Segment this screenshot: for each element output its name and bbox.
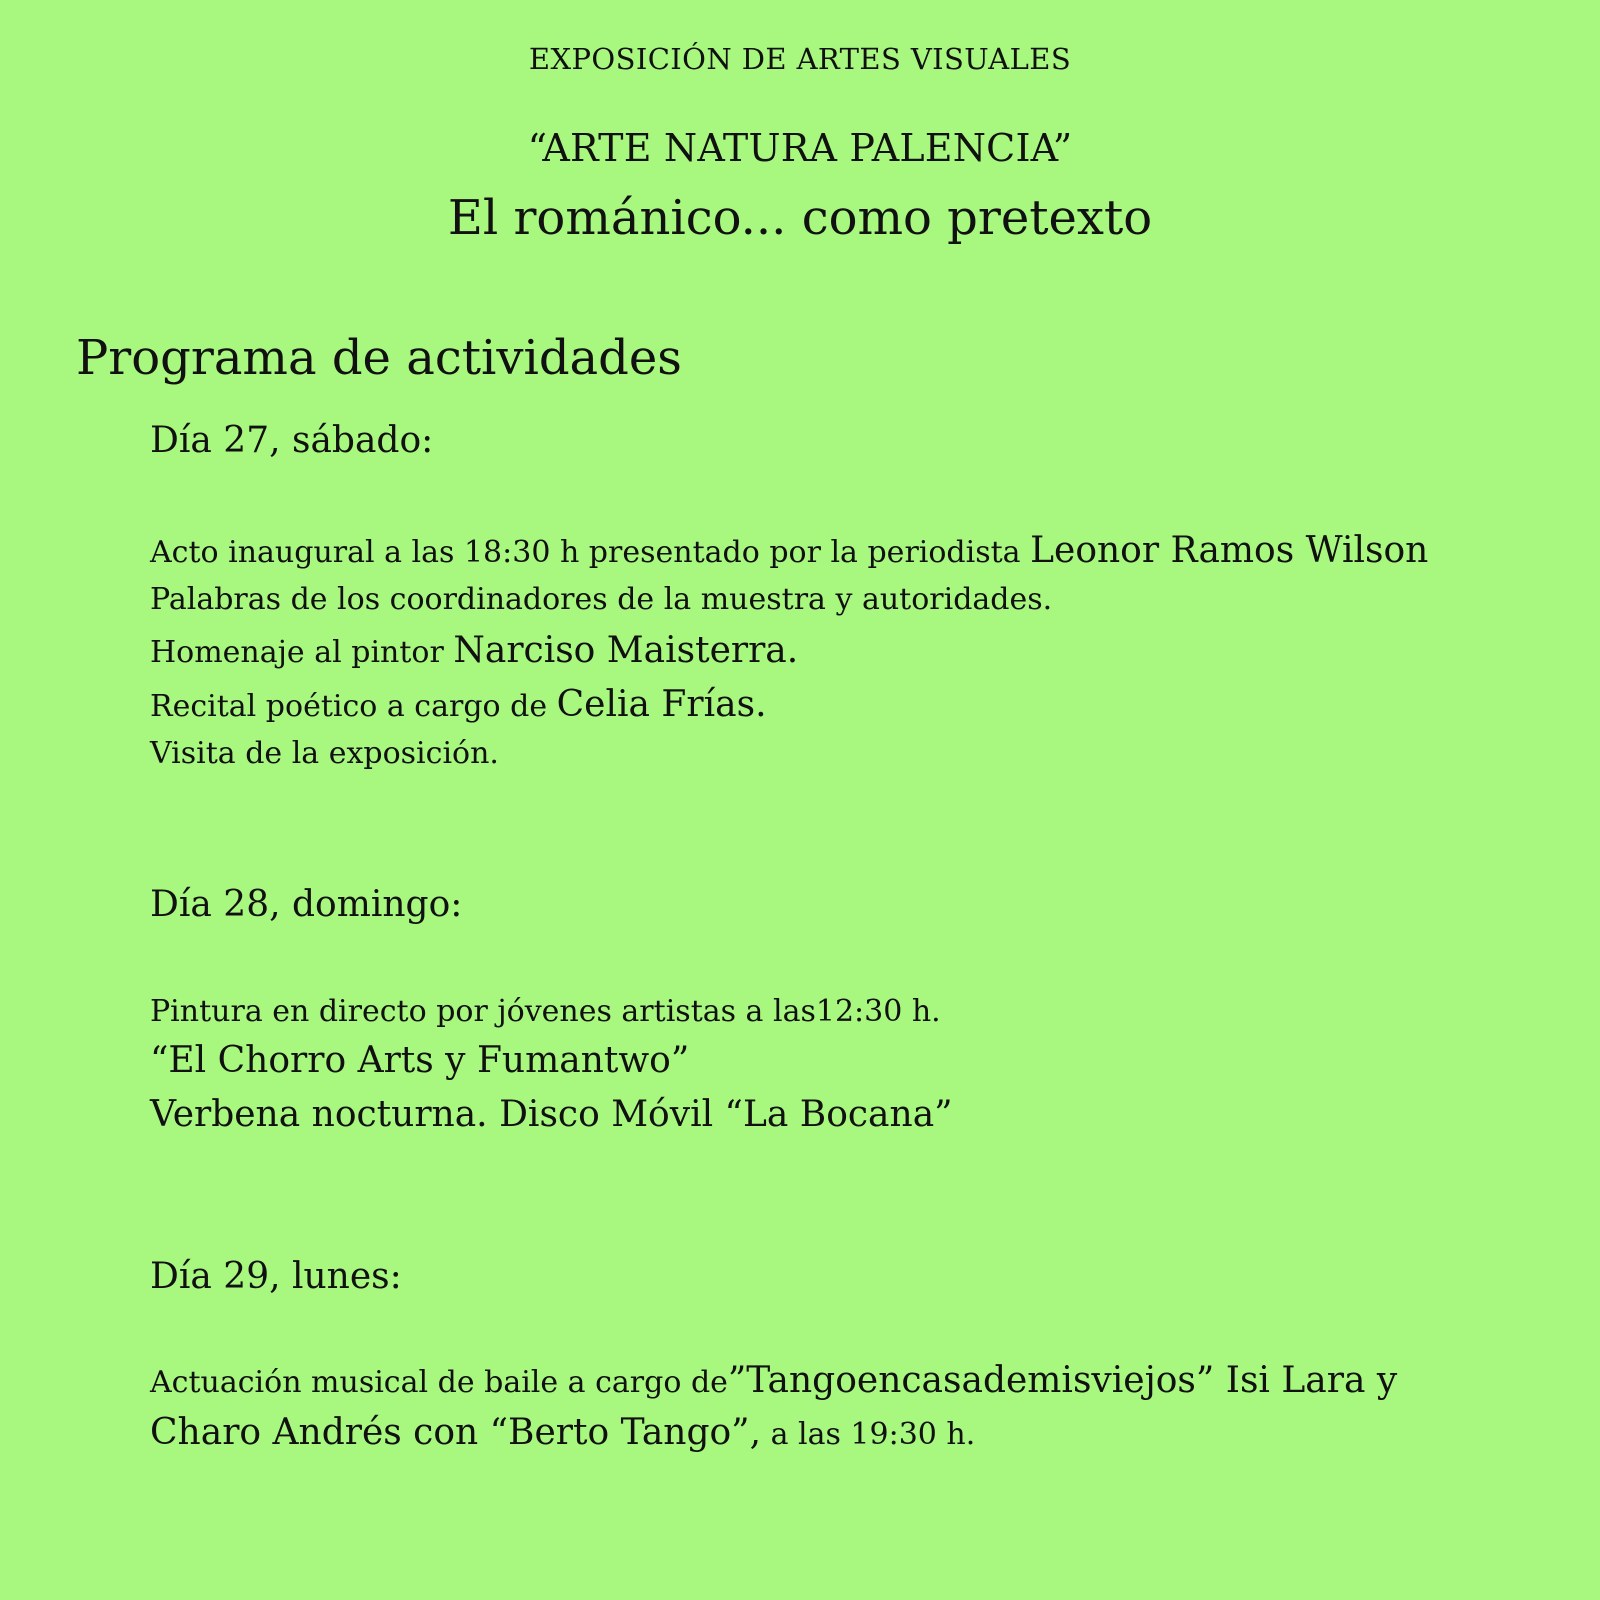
day-27-heading: Día 27, sábado:: [150, 420, 434, 461]
performance-text: Actuación musical de baile a cargo de: [150, 1365, 728, 1400]
journalist-name: Leonor Ramos Wilson: [1030, 530, 1429, 571]
tribute-text: Homenaje al pintor: [150, 635, 454, 670]
inauguration-text: Acto inaugural a las 18:30 h presentado por la periodista: [150, 535, 1031, 570]
performers-name: ”Tangoencasademisviejos” Isi Lara y: [727, 1360, 1398, 1401]
day-29-performance-line: [150, 1360, 1397, 1401]
performers-continuation: Charo Andrés con “Berto Tango”,: [150, 1412, 762, 1453]
exhibition-subtitle: El románico... como pretexto: [447, 190, 1153, 246]
day-27-words-line: Palabras de los coordinadores de la muestra y autoridades.: [150, 582, 1053, 617]
exhibition-kicker: EXPOSICIÓN DE ARTES VISUALES: [528, 42, 1072, 76]
recital-text: Recital poético a cargo de: [150, 689, 557, 724]
performance-time: a las 19:30 h.: [761, 1417, 976, 1452]
day-27-inauguration-line: [150, 530, 1428, 571]
exhibition-title: “ARTE NATURA PALENCIA”: [527, 126, 1073, 170]
day-29-heading: Día 29, lunes:: [150, 1256, 402, 1297]
poet-name: Celia Frías.: [556, 684, 767, 725]
day-28-verbena-line: Verbena nocturna. Disco Móvil “La Bocana”: [150, 1094, 953, 1135]
program-title: Programa de actividades: [76, 330, 682, 386]
day-28-painting-line: Pintura en directo por jóvenes artistas a las12:30 h.: [150, 994, 941, 1029]
day-27-recital-line: [150, 684, 767, 725]
day-28-heading: Día 28, domingo:: [150, 884, 463, 925]
day-27-visit-line: Visita de la exposición.: [150, 736, 499, 771]
day-28-artists-line: “El Chorro Arts y Fumantwo”: [150, 1040, 690, 1081]
day-29-performance-time-line: [150, 1412, 975, 1453]
day-27-tribute-line: [150, 630, 798, 671]
painter-name: Narciso Maisterra.: [453, 630, 799, 671]
